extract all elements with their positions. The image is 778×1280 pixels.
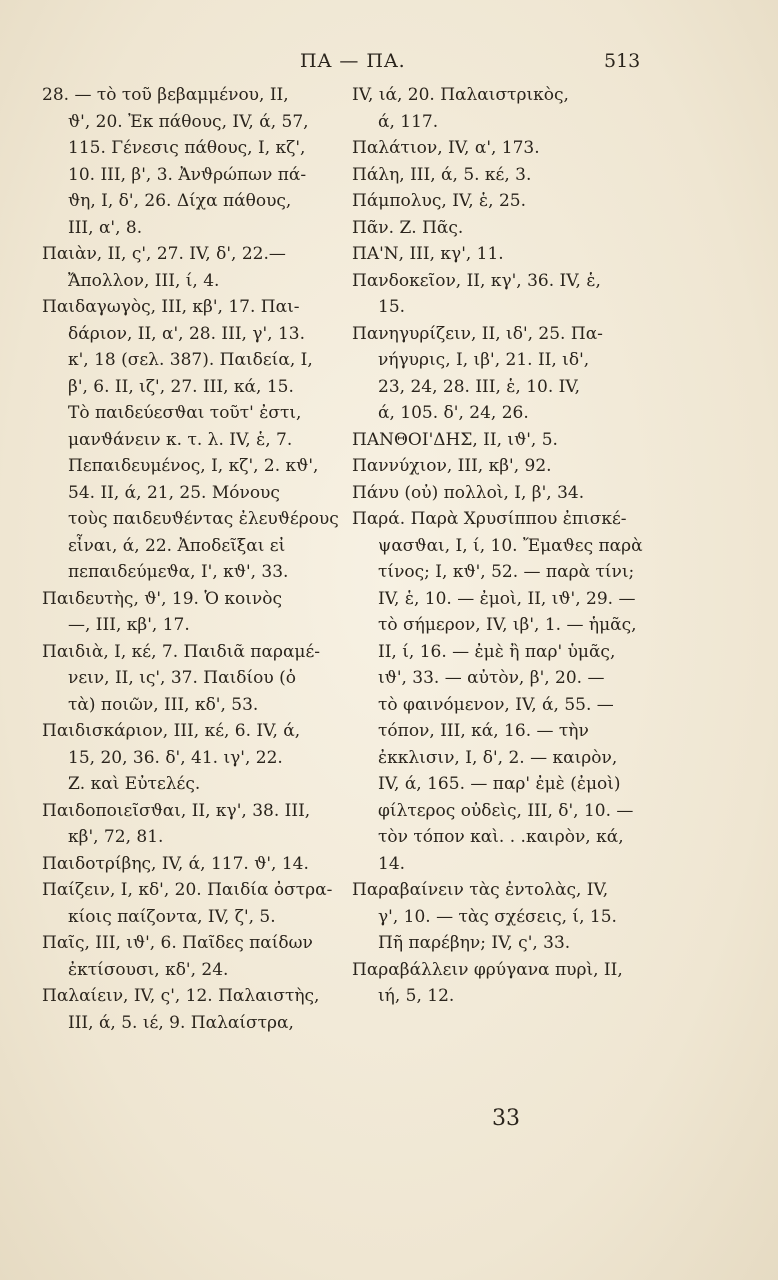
entry-continuation-line: Τὸ παιδεύεσϑαι τοῦτ' ἐστι, [68, 403, 302, 423]
index-entry [352, 268, 652, 321]
entry-headword-line: Παιδοποιεῖσϑαι, II, κγ', 38. III, [42, 800, 311, 821]
entry-headword-line: Παραβαίνειν τὰς ἐντολὰς, IV, [352, 880, 609, 900]
entry-continuation-line: νειν, II, ις', 37. Παιδίου (ὁ [68, 668, 297, 688]
entry-continuation-line: φίλτερος οὐδεὶς, III, δ', 10. — [378, 800, 634, 821]
page-number: 513 [604, 50, 641, 72]
index-entry [352, 506, 652, 877]
entry-continuation-line: ά, 105. δ', 24, 26. [378, 403, 529, 423]
index-entry [352, 453, 652, 480]
entry-headword-line: Παρά. Παρὰ Χρυσίππου ἐπισκέ- [352, 509, 627, 529]
page-header [0, 50, 778, 80]
index-entry [42, 82, 340, 241]
index-entry [42, 930, 340, 983]
index-entry [352, 321, 652, 427]
entry-continuation-line: κ', 18 (σελ. 387). Παιδεία, I, [68, 350, 313, 370]
entry-continuation-line: Ζ. καὶ Εὐτελές. [68, 774, 201, 794]
entry-headword-line: Παιδοτρίβης, IV, ά, 117. ϑ', 14. [42, 853, 309, 874]
index-entry [352, 162, 652, 189]
index-entry [352, 215, 652, 242]
entry-continuation-line: 10. III, β', 3. Ἀνϑρώπων πά- [68, 164, 307, 185]
entry-headword-line: Πᾶν. Ζ. Πᾶς. [352, 217, 464, 238]
index-entry [352, 82, 652, 135]
index-column-right [352, 82, 652, 1010]
entry-continuation-line: εἶναι, ά, 22. Ἀποδεῖξαι εἰ [68, 535, 286, 556]
entry-continuation-line: IV, ἑ, 10. — ἐμοὶ, II, ιϑ', 29. — [378, 588, 636, 609]
index-entry [42, 639, 340, 719]
entry-continuation-line: 115. Γένεσις πάθους, I, κζ', [68, 138, 306, 158]
entry-continuation-line: τὰ) ποιῶν, III, κδ', 53. [68, 694, 259, 715]
entry-headword-line: Παραβάλλειν φρύγανα πυρὶ, II, [352, 959, 623, 980]
entry-continuation-line: 15, 20, 36. δ', 41. ιγ', 22. [68, 747, 283, 768]
entry-continuation-line: τὸ σήμερον, IV, ιβ', 1. — ἡμᾶς, [378, 615, 637, 635]
entry-headword-line: ΠΑΝΘΟΙ'ΔΗΣ, II, ιϑ', 5. [352, 429, 558, 450]
entry-headword-line: Παιδισκάριον, III, κέ, 6. IV, ά, [42, 721, 301, 741]
entry-headword-line: 28. — τὸ τοῦ βεβαμμένου, II, [42, 85, 289, 105]
entry-headword-line: Παιδιὰ, I, κέ, 7. Παιδιᾶ παραμέ- [42, 641, 321, 662]
entry-continuation-line: ά, 117. [378, 111, 439, 132]
index-entry [352, 427, 652, 454]
index-entry [42, 851, 340, 878]
entry-continuation-line: ϑη, I, δ', 26. Δίχα πάθους, [68, 191, 292, 211]
entry-continuation-line: κβ', 72, 81. [68, 827, 164, 847]
entry-headword-line: Παλάτιον, IV, α', 173. [352, 138, 540, 158]
entry-continuation-line: ψασϑαι, I, ί, 10. Ἔμαϑες παρὰ [378, 535, 643, 556]
entry-continuation-line: Ἄπολλον, III, ί, 4. [68, 270, 220, 291]
entry-headword-line: Πανδοκεῖον, II, κγ', 36. IV, ἑ, [352, 270, 601, 291]
index-entry [352, 877, 652, 957]
signature-mark: 33 [492, 1106, 520, 1131]
entry-continuation-line: τὸ φαινόμενον, IV, ά, 55. — [378, 694, 614, 715]
entry-continuation-line: Πεπαιδευμένος, I, κζ', 2. κϑ', [68, 456, 319, 476]
index-entry [42, 294, 340, 586]
entry-continuation-line: IV, ά, 165. — παρ' ἐμὲ (ἐμοὶ) [378, 774, 621, 794]
entry-continuation-line: ιϑ', 33. — αὐτὸν, β', 20. — [378, 668, 605, 688]
entry-headword-line: Πάνυ (οὐ) πολλοὶ, I, β', 34. [352, 482, 585, 503]
index-entry [352, 480, 652, 507]
entry-headword-line: Παιδαγωγὸς, III, κβ', 17. Παι- [42, 297, 300, 317]
entry-headword-line: Πάλη, III, ά, 5. κέ, 3. [352, 164, 532, 185]
entry-continuation-line: πεπαιδεύμεϑα, I', κϑ', 33. [68, 562, 289, 582]
entry-continuation-line: ἐκτίσουσι, κδ', 24. [68, 959, 229, 980]
entry-headword-line: Παιδευτὴς, ϑ', 19. Ὁ κοινὸς [42, 588, 282, 609]
index-entry [42, 798, 340, 851]
entry-continuation-line: κίοις παίζοντα, IV, ζ', 5. [68, 906, 276, 927]
entry-continuation-line: —, III, κβ', 17. [68, 615, 190, 635]
entry-continuation-line: μανϑάνειν κ. τ. λ. IV, ἑ, 7. [68, 429, 293, 450]
entry-continuation-line: 54. II, ά, 21, 25. Μόνους [68, 482, 280, 503]
index-entry [352, 188, 652, 215]
entry-headword-line: Παῖς, III, ιϑ', 6. Παῖδες παίδων [42, 933, 313, 953]
running-head: ΠΑ — ΠΑ. [300, 50, 406, 72]
entry-continuation-line: δάριον, II, α', 28. III, γ', 13. [68, 323, 306, 344]
entry-continuation-line: ἐκκλισιν, I, δ', 2. — καιρὸν, [378, 747, 618, 768]
entry-continuation-line: β', 6. II, ιζ', 27. III, κά, 15. [68, 376, 294, 397]
entry-headword-line: Πάμπολυς, IV, ἑ, 25. [352, 191, 526, 211]
entry-headword-line: Πανηγυρίζειν, II, ιδ', 25. Πα- [352, 323, 603, 344]
entry-continuation-line: III, α', 8. [68, 217, 143, 238]
entry-continuation-line: τὸν τόπον καὶ. . .καιρὸν, κά, [378, 827, 624, 847]
index-column-left [42, 82, 340, 1036]
entry-continuation-line: νήγυρις, I, ιβ', 21. II, ιδ', [378, 350, 590, 370]
entry-continuation-line: τόπον, III, κά, 16. — τὴν [378, 721, 589, 741]
entry-continuation-line: 14. [378, 853, 406, 874]
entry-continuation-line: γ', 10. — τὰς σχέσεις, ί, 15. [378, 906, 617, 927]
entry-continuation-line: τοὺς παιδευϑέντας ἐλευϑέρους [68, 509, 339, 529]
index-entry [352, 957, 652, 1010]
index-entry [42, 877, 340, 930]
index-entry [42, 586, 340, 639]
index-entry [352, 241, 652, 268]
entry-headword-line: Παίζειν, I, κδ', 20. Παιδία ὀστρα- [42, 880, 333, 900]
index-entry [42, 718, 340, 798]
entry-continuation-line: III, ά, 5. ιέ, 9. Παλαίστρα, [68, 1012, 294, 1033]
entry-headword-line: IV, ιά, 20. Παλαιστρικὸς, [352, 85, 569, 105]
entry-headword-line: Παλαίειν, IV, ς', 12. Παλαιστὴς, [42, 986, 320, 1006]
index-entry [42, 241, 340, 294]
entry-continuation-line: τίνος; I, κϑ', 52. — παρὰ τίνι; [378, 562, 635, 582]
index-entry [352, 135, 652, 162]
entry-continuation-line: 15. [378, 297, 406, 317]
entry-headword-line: Παιὰν, II, ς', 27. IV, δ', 22.— [42, 244, 286, 264]
entry-continuation-line: ϑ', 20. Ἐκ πάθους, IV, ά, 57, [68, 111, 309, 132]
entry-continuation-line: Πῆ παρέβην; IV, ς', 33. [378, 933, 571, 953]
entry-continuation-line: II, ί, 16. — ἐμὲ ἢ παρ' ὑμᾶς, [378, 641, 616, 662]
entry-headword-line: Παννύχιον, III, κβ', 92. [352, 456, 552, 476]
entry-continuation-line: ιή, 5, 12. [378, 986, 455, 1006]
entry-headword-line: ΠΑ'Ν, III, κγ', 11. [352, 244, 504, 264]
index-entry [42, 983, 340, 1036]
entry-continuation-line: 23, 24, 28. III, ἑ, 10. IV, [378, 376, 581, 397]
